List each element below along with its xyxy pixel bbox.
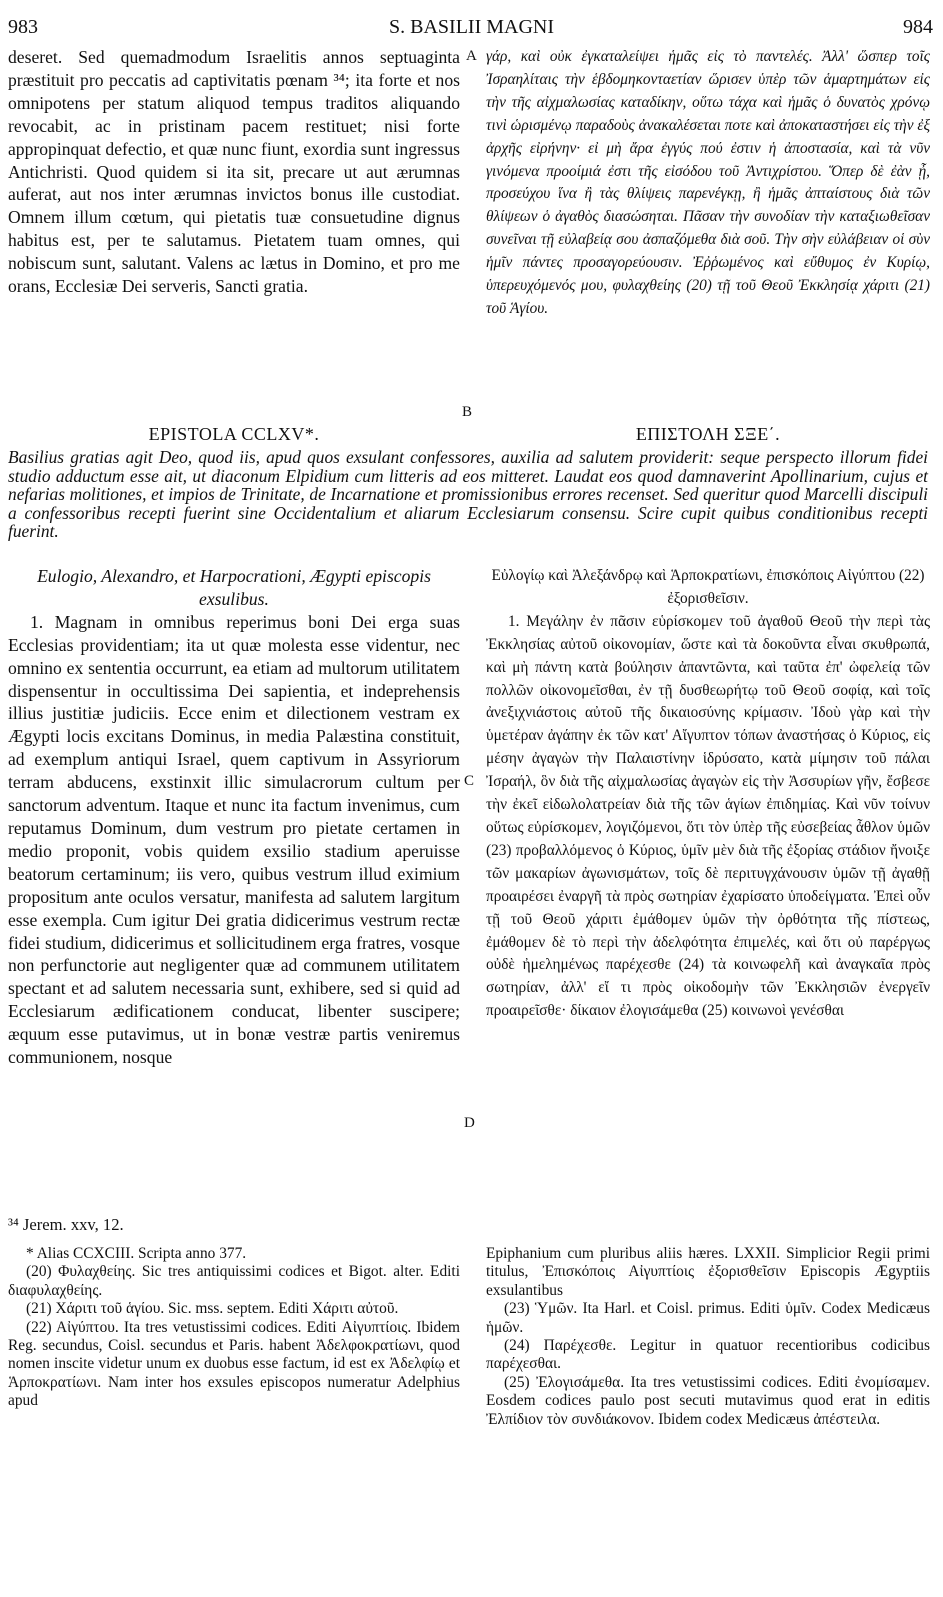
footnote: (23) Ὑμῶν. Ita Harl. et Coisl. primus. Editi ὑμῖν. Codex Medicæus ἡμῶν. (486, 1300, 930, 1336)
margin-letter-a: A (466, 48, 477, 64)
greek-top-text: γάρ, καὶ οὐκ ἐγκαταλείψει ἡμᾶς εἰς τὸ παντελές. Ἀλλ' ὥσπερ τοῖς Ἰσραηλίταις τὴν ἑβδομηκονταετίαν ὥρισεν ὑπὲρ τῶν ἁμαρτημάτων εἰς τὴν τῆς αἰχμαλωσίας καταδίκην, οὕτω τάχα καὶ ἡμᾶς ὁ δυνατὸς χρόνῳ τινὶ ὡρισμένῳ παραδοὺς ἀνακαλέσεται ποτε καὶ ἀποκαταστήσει εἰς τὴν ἐξ ἀρχῆς εἰρήνην· εἰ μὴ ἄρα ἐγγύς πού ἐστιν ἡ ἀποστασία, καὶ τὰ νῦν γινόμενα προοίμιά ἐστι τῆς εἰσόδου τοῦ Ἀντιχρίστου. Ὅπερ δὲ ἐὰν ᾖ, προσεύχου ἵνα ἢ τὰς θλίψεις παρενέγκῃ, ἢ ἡμᾶς ἀπταίστους διὰ τῶν θλίψεων ὁ ἀγαθὸς διασώσηται. Πᾶσαν τὴν συνοδίαν τὴν καταξιωθεῖσαν συνεῖναι τῇ εὐλαβείᾳ σου ἀσπαζόμεθα διὰ σοῦ. Τὴν σὴν εὐλάβειαν οἱ σὺν ἡμῖν πάντες προσαγορεύουσιν. Ἐῤῥωμένος καὶ εὔθυμος ἐν Κυρίῳ, ὑπερευχόμενός μου, φυλαχθείης (20) τῇ τοῦ Θεοῦ Ἐκκλησίᾳ χάριτι (21) τοῦ Ἁγίου. (486, 48, 930, 317)
footnote: (22) Αἰγύπτου. Ita tres vetustissimi codices. Editi Αἰγυπτίοις. Ibidem Reg. secundus, Coisl. secundus et Paris. habent Ἀδελφοκρατίωνι, quod nomen inscite videtur unum ex duobus esse factum, id est ex Ἀδελφίῳ et Ἁρποκρατίωνι. Nam inter hos exsules episcopos numeratur Adelphius apud (8, 1318, 460, 1410)
margin-letter-b: B (462, 404, 473, 420)
latin-letter-text: 1. Magnam in omnibus reperimus boni Dei erga suas Ecclesias providentiam; ita ut quæ molesta esse videntur, nec omnino ex sententia occurrunt, ea etiam ad multorum utilitatem dispensentur in occultissima Dei sapientia, et indeprehensis illius justitiæ judiciis. Ecce enim et dilectionem vestram ex Ægypti locis excitans Dominus, in media Palæstina constituit, ad exemplum antiqui Israel, quem captivum in Assyriorum terram abducens, exstinxit illic simulacrorum cultum per sanctorum adventum. Itaque et nunc ita factum invenimus, cum reputamus Dominum, dum vestrum pro pietate certamen in medio proponit, vobis quidem exsilio stadium aperuisse beatorum certaminum; iis vero, quibus vestrum illud eximium propositum ante oculos versatur, manifesta ad salutem largitum esse exempla. Cum igitur Dei gratia didicerimus vestrum rectæ fidei studium, didicerimus et sollicitudinem erga fratres, vosque non perfunctorie aut negligenter quæ ad communem utilitatem spectant et ad salutem necessaria sunt, exhibere, sed si quid ad Ecclesiarum ædificationem conducat, libenter suscipere; æquum esse putavimus, ut in bonæ vestræ partis veniremus communionem, nosque (8, 611, 460, 1068)
footnote: (25) Ἐλογισάμεθα. Ita tres vetustissimi codices. Editi ἐνομίσαμεν. Eosdem codices paulo post secuti mutavimus quod erat in editis Ἐλπίδιον τὸν συνδιάκονον. Ibidem codex Medicæus ἀπέστειλα. (486, 1373, 930, 1428)
latin-letter-column (8, 565, 460, 1210)
footnotes-right (486, 1245, 930, 1590)
footnote: (21) Χάριτι τοῦ ἁγίου. Sic. mss. septem. Editi Χάριτι αὐτοῦ. (26, 1300, 399, 1318)
page-number-left: 983 (8, 16, 38, 38)
epistola-title-greek: ΕΠΙΣΤΟΛΗ ΣΞΕ΄. (635, 424, 781, 444)
page-header (0, 16, 943, 40)
greek-address: Εὐλογίῳ καὶ Ἀλεξάνδρῳ καὶ Ἁρποκρατίωνι, ἐπισκόποις Αἰγύπτου (22) ἐξορισθεῖσιν. (491, 567, 925, 607)
margin-letter-c: C (464, 773, 475, 789)
latin-top-text: deseret. Sed quemadmodum Israelitis annos septuaginta præstituit pro peccatis ad captivitatis pœnam ³⁴; ita forte et nos omnipotens per statum aliquod tempus traditos aliquando revocabit, ac in pristinam pacem restituet; nisi forte appropinquat defectio, et quæ nunc fiunt, exordia sunt ingressus Antichristi. Quod quidem si ita sit, precare ut aut ærumnas auferat, aut nos inter ærumnas invictos bonus ille custodiat. Omnem illum cœtum, qui pietatis tuæ consuetudine dignus habitus est, per te salutamus. Pietatem tuam omnes, qui nobiscum sunt, salutant. Valens ac lætus in Domino, et pro me orans, Ecclesiæ Dei serveris, Sancti gratia. (8, 47, 460, 297)
latin-address: Eulogio, Alexandro, et Harpocrationi, Ægypti episcopis exsulibus. (37, 566, 431, 609)
footnote: Epiphanium cum pluribus aliis hæres. LXXII. Simplicior Regii primi titulus, Ἐπισκόποις Αἰγυπτίοις ἐξορισθεῖσιν Episcopis Ægyptiis exsulantibus (486, 1245, 930, 1299)
greek-letter-column (486, 565, 930, 1210)
page-number-right: 984 (903, 16, 933, 38)
footnotes-left (8, 1245, 460, 1590)
footnote: (20) Φυλαχθείης. Sic tres antiquissimi codices et Bigot. alter. Editi διαφυλαχθείης. (8, 1263, 460, 1299)
scripture-reference: ³⁴ Jerem. xxv, 12. (8, 1215, 124, 1234)
epistola-argument: Basilius gratias agit Deo, quod iis, apud quos exsulant confessores, auxilia ad salutem providerit: seque perspecto illorum fidei studio adductum esse ait, ut diaconum Elpidium cum litteris ad eos mitteret. Laudat eos quod damnaverint Apollinarium, cujus et nefarias molitiones, et impios de Trinitate, de Incarnatione et promissionibus errores recenset. Sed queritur quod Marcelli discipuli a confessoribus recepti fuerint sine Occidentalium et aliarum Ecclesiarum consensu. Scire cupit quibus conditionibus recepti fuerint. (8, 447, 928, 542)
running-title: S. BASILII MAGNI (389, 16, 554, 38)
latin-top-column (8, 46, 460, 386)
greek-top-column (486, 46, 930, 421)
footnote: (24) Παρέχεσθε. Legitur in quatuor recentioribus codicibus παρέχεσθαι. (486, 1337, 930, 1373)
footnote: * Alias CCXCIII. Scripta anno 377. (26, 1245, 247, 1262)
greek-letter-text: 1. Μεγάλην ἐν πᾶσιν εὑρίσκομεν τοῦ ἀγαθοῦ Θεοῦ τὴν περὶ τὰς Ἐκκλησίας αὐτοῦ οἰκονομίαν, ὥστε καὶ τὰ δοκοῦντα εἶναι σκυθρωπά, καὶ μὴ πάντη κατὰ βούλησιν ἀπαντῶντα, καὶ ταῦτα ἐπ' ὠφελείᾳ τῶν πολλῶν οἰκονομεῖσθαι, ἐν τῇ δυσθεωρήτῳ τοῦ Θεοῦ σοφίᾳ, καὶ τοῖς ἀνεξιχνιάστοις αὐτοῦ τῆς δικαιοσύνης κρίμασιν. Ἰδοὺ γὰρ καὶ τὴν ὑμετέραν ἀγάπην ἐκ τῶν κατ' Αἴγυπτον τόπων ἀναστήσας ὁ Κύριος, εἰς μέσην ἀγαγὼν τὴν Παλαιστίνην ἱδρύσατο, κατὰ μίμησιν τοῦ πάλαι Ἰσραήλ, ὃν διὰ τῆς αἰχμαλωσίας ἀγαγὼν εἰς τὴν Ἀσσυρίων γῆν, ἔσβεσε τὴν ἐκεῖ εἰδωλολατρείαν διὰ τῆς τῶν ἁγίων ἐπιδημίας. Καὶ νῦν τοίνυν οὕτως εὑρίσκομεν, λογιζόμενοι, ὅτι τὸν ὑπὲρ τῆς εὐσεβείας ἆθλον ὑμῶν (23) προβαλλόμενος ὁ Κύριος, ὑμῖν μὲν διὰ τῆς ἐξορίας στάδιον ἤνοιξε τῶν μακαρίων ἀγωνισμάτων, τοῖς δὲ περιτυγχάνουσιν ὑμῶν τῇ ἀγαθῇ προαιρέσει ἐναργῆ τὰ πρὸς σωτηρίαν ἐχαρίσατο ὑποδείγματα. Ἐπεὶ οὖν τῇ τοῦ Θεοῦ χάριτι ἐμάθομεν ὑμῶν τὴν ὀρθότητα τῆς πίστεως, ἐμάθομεν δὲ τὸ περὶ τὴν ἀδελφότητα ἐπιμελές, καὶ ὅτι οὐ παρέργως οὐδὲ ἠμελημένως παρέχεσθε (24) τὰ κοινωφελῆ καὶ ἀναγκαῖα πρὸς σωτηρίαν, ἀλλ' εἴ τι πρὸς οἰκοδομὴν τῶν Ἐκκλησιῶν ἐνεργεῖν προαιρεῖσθε· δίκαιον ἐλογισάμεθα (25) κοινωνοὶ γενέσθαι (486, 612, 930, 1020)
epistola-title-latin: EPISTOLA CCLXV*. (148, 424, 320, 444)
margin-letter-d: D (464, 1115, 475, 1131)
